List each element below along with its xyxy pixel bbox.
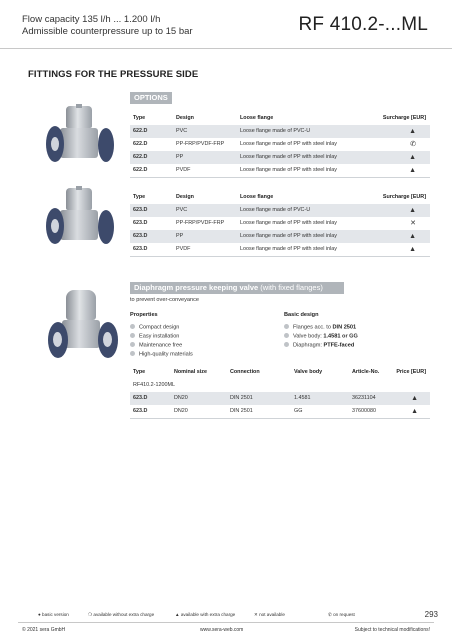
- options-table-623: [130, 191, 430, 256]
- header-surcharge: Surcharge [EUR]: [382, 115, 426, 121]
- bullet-icon: [130, 342, 135, 347]
- legend-not-available: ✕ not available: [254, 612, 285, 617]
- diaphragm-subtitle: to prevent over-conveyance: [130, 297, 200, 303]
- header-divider: [0, 48, 452, 49]
- bullet-icon: [130, 351, 135, 356]
- cell-design: PVDF: [176, 246, 191, 252]
- divider: [130, 256, 430, 257]
- legend-on-request: ✆ on request: [328, 612, 355, 617]
- diaphragm-title-light: (with fixed flanges): [258, 283, 323, 292]
- table-row: [130, 230, 430, 243]
- property-item: Easy installation: [130, 333, 179, 340]
- header-valve-body: Valve body: [294, 369, 323, 375]
- cell-type: 622.D: [133, 154, 148, 160]
- cell-flange: Loose flange made of PVC-U: [240, 207, 311, 213]
- header-article-no: Article-No.: [352, 369, 380, 375]
- extra-charge-icon: ▲: [409, 233, 416, 240]
- options-bar: [130, 92, 172, 104]
- table-header: [130, 191, 430, 204]
- cell-design: PVC: [176, 207, 188, 213]
- bullet-icon: [284, 333, 289, 338]
- cell-type: 623.D: [133, 395, 148, 401]
- divider: [130, 177, 430, 178]
- cell-type: 623.D: [133, 246, 148, 252]
- legend-extra-charge: ▲ available with extra charge: [175, 612, 236, 617]
- cell-article-no: 36231104: [352, 395, 376, 401]
- header-connection: Connection: [230, 369, 260, 375]
- cell-flange: Loose flange made of PP with steel inlay: [240, 233, 337, 239]
- basic-design-label: Basic design: [284, 312, 319, 318]
- options-table-622: [130, 112, 430, 177]
- options-label: OPTIONS: [134, 93, 168, 102]
- cell-connection: DIN 2501: [230, 395, 253, 401]
- not-available-icon: ✕: [410, 220, 416, 227]
- cell-design: PVDF: [176, 167, 191, 173]
- table-row: [130, 164, 430, 177]
- properties-label: Properties: [130, 312, 158, 318]
- table-header: [130, 112, 430, 125]
- cell-valve-body: GG: [294, 408, 303, 414]
- footer-note: Subject to technical modifications!: [354, 627, 430, 633]
- property-item: Compact design: [130, 324, 179, 331]
- on-request-icon: ✆: [410, 141, 416, 148]
- cell-type: 623.D: [133, 220, 148, 226]
- extra-charge-icon: ▲: [409, 246, 416, 253]
- table-row: [130, 405, 430, 418]
- cell-design: PP: [176, 233, 184, 239]
- bullet-icon: [284, 342, 289, 347]
- diaphragm-valve-image: [42, 284, 126, 368]
- table-header: [130, 366, 430, 379]
- extra-charge-icon: ▲: [409, 154, 416, 161]
- table-row: [130, 204, 430, 217]
- valve-image-2: [42, 186, 122, 258]
- footer-divider: [18, 622, 434, 623]
- bullet-icon: [284, 324, 289, 329]
- diaphragm-table: [130, 366, 430, 418]
- header-type: Type: [133, 369, 146, 375]
- header-type: Type: [133, 115, 146, 121]
- cell-type: 622.D: [133, 128, 148, 134]
- cell-nominal-size: DN20: [174, 395, 188, 401]
- table-row: [130, 151, 430, 164]
- header-flow-capacity: Flow capacity 135 l/h ... 1.200 l/h: [22, 14, 161, 25]
- cell-flange: Loose flange made of PP with steel inlay: [240, 220, 337, 226]
- cell-connection: DIN 2501: [230, 408, 253, 414]
- cell-type: 622.D: [133, 141, 148, 147]
- group-label: RF410.2-1200ML: [133, 382, 175, 388]
- diaphragm-title-bold: Diaphragm pressure keeping valve: [134, 283, 259, 292]
- diaphragm-bar: [130, 282, 344, 294]
- basic-design-item: Diaphragm: PTFE-faced: [284, 342, 354, 349]
- header-price: Price [EUR]: [396, 369, 426, 375]
- page-number: 293: [424, 610, 438, 619]
- extra-charge-icon: ▲: [409, 167, 416, 174]
- group-label-row: [130, 379, 430, 392]
- header-type: Type: [133, 194, 146, 200]
- extra-charge-icon: ▲: [411, 395, 418, 402]
- basic-design-item: Flanges acc. to DIN 2501: [284, 324, 356, 331]
- header-design: Design: [176, 115, 194, 121]
- header-nominal-size: Nominal size: [174, 369, 207, 375]
- header-surcharge: Surcharge [EUR]: [382, 194, 426, 200]
- cell-flange: Loose flange made of PP with steel inlay: [240, 246, 337, 252]
- cell-flange: Loose flange made of PP with steel inlay: [240, 167, 337, 173]
- cell-article-no: 37600080: [352, 408, 376, 414]
- property-item: High-quality materials: [130, 351, 193, 358]
- section-title: FITTINGS FOR THE PRESSURE SIDE: [28, 69, 199, 80]
- extra-charge-icon: ▲: [411, 408, 418, 415]
- cell-type: 623.D: [133, 233, 148, 239]
- table-row: [130, 138, 430, 151]
- extra-charge-icon: ▲: [409, 128, 416, 135]
- header-loose-flange: Loose flange: [240, 115, 274, 121]
- cell-valve-body: 1.4581: [294, 395, 311, 401]
- property-item: Maintenance free: [130, 342, 182, 349]
- diaphragm-title: [134, 282, 323, 294]
- legend-basic: ● basic version: [38, 612, 69, 617]
- cell-type: 622.D: [133, 167, 148, 173]
- header-counterpressure: Admissible counterpressure up to 15 bar: [22, 26, 193, 37]
- cell-design: PP: [176, 154, 184, 160]
- product-title: RF 410.2-...ML: [298, 14, 428, 35]
- bullet-icon: [130, 333, 135, 338]
- cell-type: 623.D: [133, 207, 148, 213]
- table-row: [130, 125, 430, 138]
- table-row: [130, 217, 430, 230]
- table-row: [130, 243, 430, 256]
- footer-url[interactable]: www.sera-web.com: [200, 627, 244, 633]
- basic-design-item: Valve body: 1.4581 or GG: [284, 333, 358, 340]
- footer-copyright: © 2021 sera GmbH: [22, 627, 66, 633]
- bullet-icon: [130, 324, 135, 329]
- cell-type: 623.D: [133, 408, 148, 414]
- header-design: Design: [176, 194, 194, 200]
- cell-design: PVC: [176, 128, 188, 134]
- cell-flange: Loose flange made of PP with steel inlay: [240, 154, 337, 160]
- valve-image-1: [42, 104, 122, 176]
- cell-nominal-size: DN20: [174, 408, 188, 414]
- cell-design: PP-FRP/PVDF-FRP: [176, 141, 225, 147]
- cell-design: PP-FRP/PVDF-FRP: [176, 220, 225, 226]
- cell-flange: Loose flange made of PVC-U: [240, 128, 311, 134]
- legend-no-charge: ❍ available without extra charge: [88, 612, 155, 617]
- table-row: [130, 392, 430, 405]
- header-loose-flange: Loose flange: [240, 194, 274, 200]
- extra-charge-icon: ▲: [409, 207, 416, 214]
- divider: [130, 418, 430, 419]
- cell-flange: Loose flange made of PP with steel inlay: [240, 141, 337, 147]
